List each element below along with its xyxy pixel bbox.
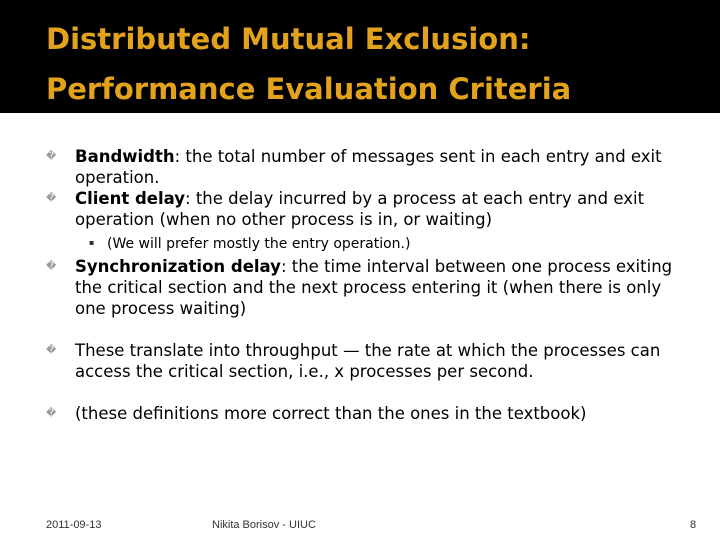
bullet-icon: � <box>46 345 57 356</box>
bullet-icon: � <box>46 261 57 272</box>
bullet-definitions-note: (these definitions more correct than the ones in the textbook) <box>75 404 587 423</box>
bullet-throughput: These translate into throughput — the rate at which the processes can access the critical section, i.e., x processes per second. <box>75 341 661 381</box>
synchronization-delay-definition: : the time interval between one process exiting the critical section and the next process entering it (when there is only one process waiting) <box>75 257 673 318</box>
footer-author: Nikita Borisov - UIUC <box>212 519 316 531</box>
bullet-icon: � <box>46 193 57 204</box>
bullet-bandwidth <box>75 146 685 188</box>
page-number: 8 <box>690 519 697 531</box>
bullet-icon: � <box>46 151 57 162</box>
term-synchronization-delay: Synchronization delay <box>75 257 281 276</box>
bandwidth-definition: : the total number of messages sent in each entry and exit operation. <box>75 147 662 187</box>
sub-bullet-icon: ▪ <box>89 238 95 247</box>
term-client-delay: Client delay <box>75 189 186 208</box>
slide-title-line-2: Performance Evaluation Criteria <box>46 72 572 106</box>
bullet-synchronization-delay <box>75 256 685 319</box>
slide-title-line-1: Distributed Mutual Exclusion: <box>46 22 531 56</box>
bullet-icon: � <box>46 408 57 419</box>
client-delay-definition: : the delay incurred by a process at each entry and exit operation (when no other process is in, or waiting) <box>75 189 645 229</box>
bullet-client-delay <box>75 188 685 230</box>
footer-date: 2011-09-13 <box>46 519 102 531</box>
title-bar <box>0 0 720 113</box>
term-bandwidth: Bandwidth <box>75 147 175 166</box>
sub-bullet-entry-note: (We will prefer mostly the entry operation.) <box>107 236 411 252</box>
